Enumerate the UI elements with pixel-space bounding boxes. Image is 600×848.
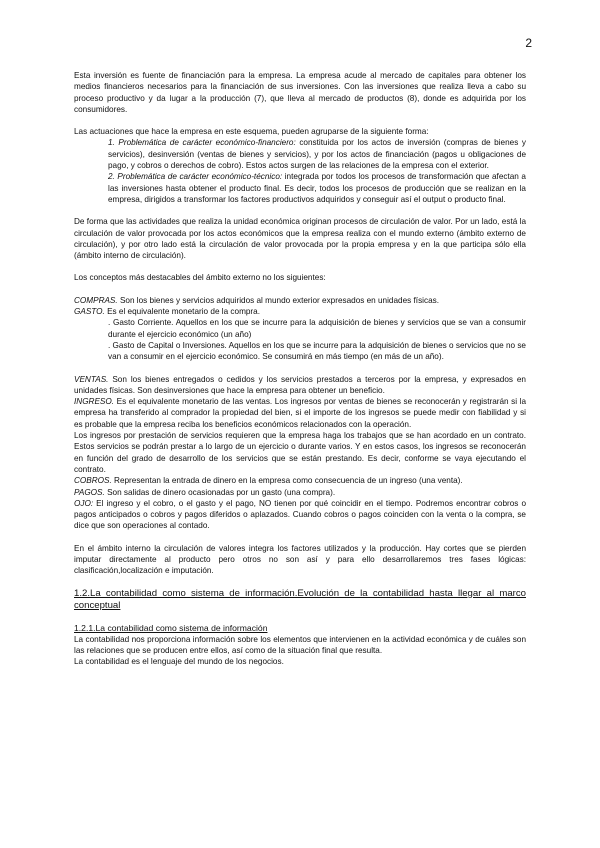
paragraph-contabilidad-lenguaje: La contabilidad es el lenguaje del mundo de los negocios. (74, 657, 284, 667)
text-cobros: Representan la entrada de dinero en la empresa como consecuencia de un ingreso (una venta). (111, 476, 463, 486)
definition-compras (74, 295, 526, 306)
text-ventas: Son los bienes entregados o cedidos y los servicios prestados a terceros por la empresa, y expresados en unidades físicas. Son desinversiones que hace la empresa para obtener un beneficio. (74, 374, 526, 395)
term-ojo: OJO: (74, 498, 94, 508)
note-ojo (74, 498, 526, 532)
section-heading: 1.2.La contabilidad como sistema de información.Evolución de la contabilidad hasta llegar al marco conceptual (74, 587, 526, 611)
term-cobros: COBROS. (74, 476, 112, 486)
paragraph-conceptos: Los conceptos más destacables del ámbito externo no los siguientes: (74, 273, 326, 283)
paragraph-inversion: Esta inversión es fuente de financiación para la empresa. La empresa acude al mercado de capitales para obtener los medios financieros necesarios para la financiación de sus inversiones. Con las inversiones que realiza lleva a cabo su proceso productivo y da lugar a la producción (7), que lleva al mercado de productos (8), donde es adquirida por los consumidores. (74, 71, 526, 114)
item2-text: integrada por todos los procesos de transformación que afectan a las inversiones hasta obtener el producto final. Es decir, todos los procesos de producción que se realizan en la empresa, dirigidos a transformar los factores productivos adquiridos y conseguir así el output o producto final. (108, 172, 526, 204)
text-gasto: Es el equivalente monetario de la compra. (104, 307, 260, 317)
document-body (74, 70, 526, 668)
term-gasto: GASTO. (74, 307, 105, 317)
text-compras: Son los bienes y servicios adquiridos al mundo exterior expresados en unidades físicas. (117, 295, 439, 305)
gasto-capital: . Gasto de Capital o Inversiones. Aquellos en los que se incurre para la adquisición de bienes o servicios que no se van a consumir en el ejercicio económico. Se consumirá en más tiempo (en más de un año). (108, 340, 526, 362)
paragraph-actuaciones: Las actuaciones que hace la empresa en este esquema, pueden agruparse de la siguiente forma: (74, 127, 429, 137)
definition-pagos (74, 487, 526, 498)
page-number: 2 (525, 36, 532, 50)
gasto-corriente: . Gasto Corriente. Aquellos en los que se incurre para la adquisición de bienes y servicios que se van a consumir durante el ejercicio económico (un año) (108, 318, 526, 339)
subsection-heading: 1.2.1.La contabilidad como sistema de información (74, 622, 268, 633)
term-compras: COMPRAS. (74, 295, 118, 305)
paragraph-ambito-interno: En el ámbito interno la circulación de valores integra los factores utilizados y la producción. Hay cortes que se pierden imputar directamente al producto pero otros no son así y para ello desarrollaremos tres fases lógicas: clasificación,localización e imputación. (74, 543, 526, 576)
term-ingreso: INGRESO. (74, 397, 115, 407)
item2-title: 2. Problemática de carácter económico-técnico: (108, 172, 283, 182)
term-pagos: PAGOS. (74, 487, 105, 497)
term-ventas: VENTAS. (74, 374, 109, 384)
definition-cobros (74, 475, 526, 486)
paragraph-contabilidad-info: La contabilidad nos proporciona información sobre los elementos que intervienen en la actividad económica y de cuáles son las relaciones que se producen entre ellos, así como de la situación final que resulta. (74, 634, 526, 656)
text-ingreso: Es el equivalente monetario de las ventas. Los ingresos por ventas de bienes se reconocerán y registrarán si la empresa ha transferido al comprador la propiedad del bien, si el importe de los ingresos se puede medir con fiabilidad y si es probable que la empresa reciba los beneficios económicos relacionados con la operación. (74, 397, 526, 429)
text-ojo: El ingreso y el cobro, o el gasto y el pago, NO tienen por qué coincidir en el tiempo. Podremos encontrar cobros o pagos anticipados o cobros y pagos diferidos o aplazados. Cuando cobros o pagos coinciden con la venta o la compra, se dice que son operaciones al contado. (74, 498, 526, 531)
item1-text: constituida por los actos de inversión (compras de bienes y servicios), desinversión (ventas de bienes y servicios), y por los actos de financiación (pagos u obligaciones de pago, y cobros o derechos de cobro). Estos actos surgen de las relaciones de la empresa con el exterior. (108, 138, 526, 171)
definition-gasto (74, 306, 526, 317)
paragraph-ingresos-servicios: Los ingresos por prestación de servicios requieren que la empresa haga los trabajos que se han acordado en un contrato. Estos servicios se podrán prestar a lo largo de un ejercicio o durante varios. Y en estos casos, los ingresos se reconocerán en función del grado de desarrollo de los servicios que se están prestando. Es decir, conforme se vaya ejecutando el contrato. (74, 431, 526, 474)
definition-ventas (74, 374, 526, 397)
definition-ingreso (74, 396, 526, 430)
text-pagos: Son salidas de dinero ocasionadas por un gasto (una compra). (104, 487, 336, 497)
item1-title: 1. Problemática de carácter económico-financiero: (108, 138, 296, 148)
paragraph-circulacion-valor: De forma que las actividades que realiza la unidad económica originan procesos de circulación de valor. Por un lado, está la circulación de valor provocada por los actos económicos que la empresa realiza con el mundo externo (ámbito externo de circulación), y por otro lado está la circulación de valor provocada por la propia empresa y en la que participa sólo ella (ámbito interno de circulación). (74, 217, 526, 261)
item-problematica-tecnica (74, 171, 526, 205)
item-problematica-financiera (74, 137, 526, 171)
